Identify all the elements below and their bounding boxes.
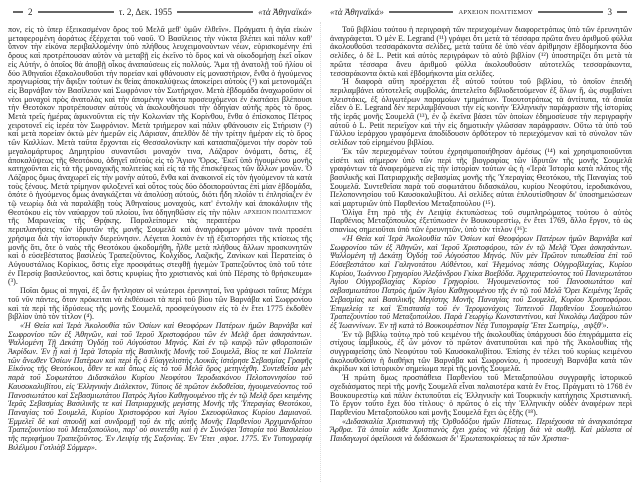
header-rule — [38, 11, 114, 13]
left-column — [8, 26, 312, 452]
header-rule — [617, 11, 627, 13]
header-rule — [538, 11, 603, 13]
header-rule — [13, 11, 23, 13]
column-gutter — [320, 22, 321, 482]
journal-title: «τὰ Ἀθηναϊκά» — [258, 7, 313, 17]
right-page-header — [330, 5, 632, 19]
right-column — [330, 26, 632, 444]
book-title-quote: «Διδασκαλία Χριστιανικὴ τῆς Ὀρθοδόξου ἡμῶν Πίστεως. Περιέχουσα τὰ ἀναγκαιότερα Ἄρθρα. Τὰ ὁποῖα κάθε Χριστιανὸς ἔχει χρέος νὰ ἠξεύρῃ διὰ νὰ σωθῇ. Καὶ μάλιστα οἱ Παιδαγωγοὶ ὀφείλουσι νὰ διδάσκωσι δι' Ἐρωταποκρίσεως τὰ τῶν Χριστια- — [330, 416, 632, 444]
paragraph: πον, εἰς τὸ ὑπερ ἐξεικασμένον ὄρος τοῦ Μελᾶ μεθ' ὑμῶν ἐλθεῖν». Πράγματι ἡ ἁγία εἰκὼν μεταφερομένη ἀοράτως ἐξέρχεται τοῦ ναοῦ. Ὁ Βασίλειος τὴν νύκτα βλέπει καὶ πάλιν καθ' ὕπνον τὴν εἰκόνα περιβαλλομένην ὑπὸ πλήθους λευχειμονούντων νέων, εὑρισκομένην ἐπὶ ὄρους καὶ προτρέπουσαν αὐτὸν νὰ μεταβῇ εἰς ἐκεῖνο τὸ ὄρος καὶ νὰ οἰκοδομήσῃ ἐκεῖ οἶκον εἰς Αὐτήν, ὁ ὁποῖος θὰ ἀποβῇ οἶκος ἀναπαύσεως εἰς πολλούς. Ἅμα τῇ ἀνατολῇ τοῦ ἡλίου οἱ δύο Ἀθηναῖοι ἐξακολουθοῦσι τὴν πορείαν καὶ φθάνουσιν εἰς μοναστήριον, ἔνθα ὁ ἡγούμενος προγνωρίσας τὴν ἄφιξιν τούτων ἐκ θείας ἀποκαλύψεως ἀποκείρει αὐτοὺς (¹) καὶ μετονομάζει εἰς Βαρνάβαν τὸν Βασίλειον καὶ Σωφρόνιον τὸν Σωτήριχον. Μετὰ ἑβδομάδα ἀναχωροῦσιν οἱ νέοι μοναχοὶ πρὸς ἀνατολὰς καὶ τὴν ἀπομένην νύκτα προσευχόμενοι ἐν ἐκστάσει βλέπουσι τὴν Θεοτόκον προτρέπουσαν αὐτοὺς νὰ ἀκολουθήσωσι τὴν ὁδηγίαν αὐτῆς πρὸς τὸ ὄρος. Μετὰ τρεῖς ἡμέρας ἀφικνοῦνται εἰς τὴν Κολωνίαν τῆς Κορίνθου, ἔνθα ὁ ἐπίσκοπος Πέτρος χειροτονεῖ εἰς ἱερέα τὸν Σωφρόνιον. Μετὰ τριήμερον καὶ πάλιν φθάνουσιν εἰς Στήρισιν (²) καὶ μετὰ πορείαν ὀκτὼ μὲν ἡμερῶν εἰς Λάρισαν, ἀπελθὸν δὲ τὴν τρίτην ἡμέραν εἰς τὸ ὄρος τῶν Καλλίων. Μετὰ ταῦτα ἔρχονται εἰς Θεσσαλονίκην καὶ κατασπαζόμενοι τὴν σορὸν τοῦ μεγαλομάρτυρος Δημητρίου συναντῶσι μοναχόν τινα, Λάζαρον ὀνόματι, ὅστις, ἐξ ἀποκαλύψεως τῆς Θεοτόκου, ὁδηγεῖ αὐτοὺς εἰς τὸ Ἅγιον Ὄρος. Ἐκεῖ ὑπὸ ἡγουμένου μονῆς κατηχοῦνται εἰς τὰ τῆς μοναχικῆς πολιτείας καὶ εἰς τὰ τῆς ἐπισκέψεως τῶν ἄλλων μονῶν. Ὁ Λάζαρος ὅμως ἀναχωρεῖ εἰς τὴν μονὴν αὐτοῦ, ἔνθα καὶ ἀνακοινοῖ εἰς τὸν ἡγούμενον τὰ κατὰ τοὺς ξένους. Μετὰ τρίμηνον φιλοξενεῖ καὶ οὗτος τοὺς δύο ὁδοιπορούντας ἐπὶ μίαν ἑβδομάδα, ὁπότε ὁ ἡγούμενος ὅμως ἀναγκάζεται νὰ ἀπολύσῃ αὐτούς, διότι ἤδη πλοῖόν τι ἐπλησίαζεν ἐν τῷ νεωρίῳ διὰ νὰ παραλάβῃ τοὺς Ἀθηναίους μοναχούς, κατ' ἐντολὴν καὶ ἀποκάλυψιν τῆς Θεοτόκου εἰς τὸν ναύαρχον τοῦ πλοίου, ἵνα ὁδηγηθῶσιν εἰς τὴν πόλιν τῆς Μαρωνείας τῆς Θρᾴκης. Παραλείπομεν τὰς περαιτέρω περιπλανήσεις τῶν ἱδρυτῶν τῆς μονῆς Σουμελᾶ καὶ ἀναγράφομεν μόνον τινὰ προσέτι χρήσιμα διὰ τὴν ἱστορικὴν διερεύνησιν. Λέγεται λοιπὸν ἐν τῇ ἐξιστορήσει τῆς κτίσεως τῆς μονῆς ὅτι, ὅτε ὁ ναὸς τῆς Θεοτόκου ᾠκοδομήθη, ἦλθε μετὰ πλήθους ἄλλων προσκυνητῶν καὶ ὁ εὐσεβέστατος βασιλεὺς Τραπεζοῦντος, Κολχίδος, Λαζικῆς, Ζανίκων καὶ Περατείας ὁ Αὐγουστάλιος Κορίκιος, ὅστις εἶχε προσφάτως στεφθῇ ἡγεμὼν Τραπεζοῦντος ὑπὸ τοῦ τότε ἐν Περσίᾳ βασιλεύοντος, καὶ ὅστις κρυφίως ἦτο χριστιανὸς καὶ ὑπὸ Πέρσης τὸ θρήσκευμα» (³). — [8, 25, 312, 287]
archive-stamp-header: ΑΡΧΕΙΟΝ ΠΟΛΙΤΙΣΜΟΥ — [458, 8, 533, 16]
book-title-quote: «Ἡ Θεία καὶ Ἱερὰ Ἀκολουθία τῶν Ὁσίων καὶ Θεοφόρων Πατέρων ἡμῶν Βαρνάβα καὶ Σωφρονίου τῶν ἐξ Ἀθηνῶν, καὶ Ἱεροῦ Χριστοφόρου, τῶν ἐν τῷ Μελᾷ Ὄρει ἀσκησάντων. Ψαλλομένη τῇ Δεκάτῃ Ὀγδόῃ τοῦ Αὐγούστου Μηνός. Νῦν μὲν Πρῶτον τυπωθεῖσα ἐπὶ τοῦ Εὐσεβεστάτου καὶ Γαληνοτάτου Αὐθέντου, καὶ Ἡγεμόνος πάσης Οὐγγροβλαχίας, Κυρίου Κυρίου, Ἰωάννου Γρηγορίου Ἀλεξάνδρου Γκίκα Βοεβόδα. Ἀρχιερατεύοντος τοῦ Πανιερωτάτου Ἁγίου Οὐγγροβλαχίας Κυρίου Γρηγορίου. Ἡγουμενεύοντος τοῦ Πανοσιωτάτου καὶ σεβασμιωτάτου Πατρὸς ἡμῶν Ἁγίου Καθηγουμένου τῆς ἐν τῷ τοῦ Μελᾶ Ὄρει Κειμένης Ἱερᾶς Σεβασμίας καὶ Βασιλικῆς Μεγίστης Μονῆς Παναγίας τοῦ Σουμελᾶ, Κυρίου Χριστοφόρου. Ἐπιμελείᾳ τε καὶ Ἐπιστασίᾳ τοῦ ἐν Ἱερομονάχοις Ταπεινοῦ Παρθενίου Σουμελιώτου Τραπεζουντίου τοῦ Μεταξοπούλου. Παρὰ Γεωργίῳ Κωνσταντίνου, καὶ Νικολάῳ Λαζάρου τῶν ἐξ Ἰωαννίνων. Ἐν τῇ κατὰ τὸ Βουκουρέστιον Νέᾳ Τυπογραφίᾳ Ἔτει Σωτηρίῳ, ͵αψξθ'». — [330, 233, 632, 330]
page-number: 3 — [607, 7, 612, 17]
book-title-quote: «Ἡ Θεία καὶ Ἱερὰ Ἀκολουθία τῶν Ὁσίων καὶ Θεοφόρων Πατέρων ἡμῶν Βαρνάβα καὶ Σωφρονίου τῶν ἐξ Ἀθηνῶν, καὶ τοῦ Ἱεροῦ Χριστοφόρου τῶν ἐν Μελᾷ ὄρει ἀσκησάντων. Ψαλλομένη Τῇ Δεκάτῃ Ὀγδόῃ τοῦ Αὐγούστου Μηνός. Καὶ ἐν τῷ καιρῷ τῶν φθοροποιῶν Ἀκρίδων. Ἐν ᾗ καὶ ἡ Ἱερὰ Ἱστορία τῆς Βασιλικῆς Μονῆς τοῦ Σουμελᾶ, Βίος τε καὶ Πολιτεία τῶν ἄνωθεν Ὁσίων Πατέρων καὶ περὶ ἧς ὁ Εὐαγγελιστὴς Λουκᾶς ἱστόρησε Σεβασμίας Γραφῆς Εἰκόνος τῆς Θεοτόκου, ὅθεν τε καὶ ὅπως εἰς τὸ τοῦ Μελᾶ ὄρος μετηνέχθη. Συντεθεῖσα μὲν παρὰ τοῦ Σοφωτάτου Διδασκάλου Κυρίου Νεοφύτου Ἱεροδιακόνου Πελοποννησίου τοῦ Καυσοκαλυβίτου, εἰς Ἑλληνικὴν Διάλεκτον, Τύποις δὲ πρῶτον ἐκδοθεῖσα, ἡγουμενεύοντος τοῦ Πανοσιωτάτου καὶ Σεβασμιωτάτου Πατρὸς Ἁγίου Καθηγουμένου τῆς ἐν τῷ Μελᾷ ὄρει κειμένης Ἱερᾶς Σεβασμίας Βασιλικῆς τε καὶ Πατριαρχικῆς μεγίστης Μονῆς τῆς Ὑπεραγίας Θεοτόκου, Παναγίας τοῦ Σουμελᾶ, Κυρίου Χριστοφόρου καὶ Ἁγίου Σκευοφύλακος Κυρίου Δαμιανοῦ. Ἐμμελεῖ δὲ καὶ σπουδῇ καὶ συνδρομῇ τοῦ ἐκ τῆς αὐτῆς Μονῆς Παρθενίου Ἀρχιμανδρίτου Τραπεζουντίου τοῦ Μεταξοπούλου, παρ' οὗ συνετέθη καὶ ἡ ἐν Συνόψει Ἱστορία τοῦ Βασιλείου τῆς περιφήμου Τραπεζοῦντος. Ἐν Λειψίᾳ τῆς Σαξονίας. Ἐν Ἔτει ͵αψοε. 1775. Ἐν Τυπογραφίᾳ Βιλέλμου Γοτλιὰβ Σόμμερ». — [8, 320, 312, 452]
paragraph: Τοῦ βιβλίου τούτου ἡ περιγραφὴ τῶν περιεχομένων διαφορετρόπως ὑπὸ τῶν ἐρευνητῶν ἀναγράφεται. Ὁ μὲν E. Legrand (¹¹) γράφει ὅτι μετὰ τὰ τέσσαρα πρῶτα ἄνευ ἀριθμοῦ φύλλα ἀκολουθοῦσι τεσσαράκοντα σελίδες, μετὰ ταῦτα δὲ ὑπὸ νέαν ἀρίθμησιν ἑβδομήκοντα δύο σελίδες, ὁ δὲ L. Petit καὶ αὐτὸς περιγράφων τὸ αὐτὸ βιβλίον (¹²) ὑποστηρίζει ὅτι μετὰ τὰ πρῶτα τέσσαρα ἄνευ ἀριθμοῦ φύλλα ἀκολουθοῦσιν αὐτοτελῶς τεσσαράκοντα, τεσσαράκοντα ὀκτὼ καὶ ἑβδομήκοντα μία σελίδες. — [330, 25, 632, 78]
paragraph: Ἐν τῷ βιβλίῳ τούτῳ πρὸ τοῦ κειμένου τῆς ἀκολουθίας ὑπάρχουσι δύο ἐπιγράμματα εἰς στίχους ἰαμβικούς, ἐξ ὧν μόνον τὸ πρῶτον ἀνατυποῦται καὶ πρὸ τῆς Ἀκολουθίας τῆς συγγραφείσης ὑπὸ Νεοφύτου τοῦ Καυσοκαλυβίτου. Ἐπίσης ἐν τέλει τοῦ κυρίως κειμένου ἀκολουθοῦσιν ἡ διαθήκη τῶν Βαρνάβα καὶ Σωφρονίου, ἡ προσευχὴ Βαρνάβα κατὰ τῶν ἀκρίδων καὶ ἱστορικὸν σημείωμα περὶ τῆς μονῆς Σουμελᾶ. — [330, 329, 632, 374]
archive-stamp: ΑΡΧΕΙΟΝ ΠΟΛΙΤΙΣΜΟΥ — [243, 209, 312, 216]
left-page-header — [8, 5, 312, 19]
paragraph: Ἡ πρώτη ὅμως προσπάθεια Παρθενίου τοῦ Μεταξοπούλου συγγραφῆς ἱστορικοῦ σχεδιάσματος περὶ τῆς μονῆς Σουμελᾶ εἶναι παλαιοτέρα κατὰ ἓν ἔτος. Πράγματι τὸ 1768 ἐν Βουκουρεστίῳ καὶ πάλιν ἐκτυποῦται εἰς Ἑλληνικὴν καὶ Τουρκικὴν κατήχησις Χριστιανική. Τὸ ἔργον τοῦτο ἔχει δύο τίτλους· ὁ πρῶτος ὁ εἰς τὴν Ἑλληνικὴν οὐδὲν ἀναφέρων περὶ Παρθενίου Μεταξοπούλου καὶ μονῆς Σουμελᾶ ἔχει ὡς ἑξῆς (¹⁸). — [330, 373, 632, 417]
page-number: 2 — [28, 7, 33, 17]
paragraph: Ποῖαι ὅμως αἱ πηγαί, ἐξ ὧν ἤντλησαν οἱ νεώτεροι ἐρευνηταί, ἵνα γράψωσι ταῦτα; Μέχρι τοῦ νῦν πάντες, ὅταν πρόκειται νὰ ἐκθέσωσι τὰ περὶ τοῦ βίου τῶν Βαρνάβα καὶ Σωφρονίου καὶ τὰ περὶ τῆς ἱδρύσεως τῆς μονῆς Σουμελᾶ, προσφεύγουσιν εἰς τὸ ἐν ἔτει 1775 ἐκδοθὲν βιβλίον ὑπὸ τὸν τίτλον (⁴). — [8, 286, 312, 322]
paragraph: Ἡ διαφορὰ αὕτη προέρχεται ἐξ αὐτοῦ τούτου τοῦ βιβλίου, τὸ ὁποῖον ἐπειδὴ περιλαμβάνει αὐτοτελεῖς συμβολάς, ἀπετελεῖτο διβλιοδετούμενον ἐξ ὅλων ἤ, ὡς συμβαίνει πλειστάκις, ἐξ ὀλιγωτέρων παραμοίων τμημάτων. Τοιουτοτρόπως τὰ ἀντίτυπα, τὰ ὁποῖα εἶδεν ὁ E. Legrand δὲν περιλαμβάνουσι τὴν εἰς κοινὴν Ἑλληνικὴν παράφρασιν τῆς ἱστορίας τῆς ἱερᾶς μονῆς Σουμελᾶ (¹³), ἐν ᾧ ἐκεῖνα βάσει τῶν ὁποίων ἐδημοσίευσε τὴν περιγραφὴν αὐτοῦ ὁ L. Petit περιεῖχον καὶ τὴν εἰς δημοτικὴν γλῶσσαν παράφρασιν. Οὕτω τὰ ὑπὸ τοῦ Γάλλου ἱεράρχου γραφόμενα ἀποδίδουσιν ὀρθότερον τὸ περιεχόμενον καὶ τὸ σύνολον τῶν σελίδων τοῦ εἰρημένου βιβλίου. — [330, 77, 632, 148]
header-rule — [389, 11, 454, 13]
issue-info: τ. 2, Δεκ. 1955 — [118, 7, 172, 17]
paragraph: Ὀλίγα ἔτη πρὸ τῆς ἐν Λειψίᾳ ἐκτυπώσεως τοῦ συμπληρώματος τούτου ὁ αὐτὸς Παρθένιος Μεταξόπουλος ἐξετύπωσεν ἐν Βουκουρεστίῳ, ἐν ἔτει 1769, ἄλλο ἔργον, τὸ ὡς σπανίως σημειοῦται ὑπὸ τῶν ἐρευνητῶν, ὑπὸ τὸν τίτλον (¹⁶): — [330, 207, 632, 235]
header-rule — [177, 11, 253, 13]
paragraph: Ἐκ τῶν περιεχομένων τούτου ἐχρησιμοποιήθησαν ἀμέσως (¹⁴) καὶ χρησιμοποιοῦνται εἰσέτι καὶ σήμερον ὑπὸ τῶν περὶ τῆς βιογραφίας τῶν ἱδρυτῶν τῆς μονῆς Σουμελᾶ γραφόντων τὰ ἀναφερόμενα εἰς τὴν ἱστορίαν τούτων ὡς ἡ «Ἱερὰ Ἱστορία κατὰ πλάτος τῆς βασιλικῆς καὶ Πατριαρχικῆς σεβασμίας μονῆς τῆς Ὑπεραγίας Θεοτόκου, τῆς Παναγίας τοῦ Σουμελᾶ. Συντεθεῖσα παρὰ τοῦ σοφωτάτου διδασκάλου, κυρίου Νεοφύτου, ἱεροδιακόνου, Πελοποννησίου τοῦ Καυσοκαλυβίτου. Αἱ σελίδες αὐται ἐπλουτίσθησαν δι' ὑποσημειώσεων καὶ μαρτυριῶν ὑπὸ Παρθενίου Μεταξοπούλου (¹⁵). — [330, 146, 632, 209]
journal-title: «τὰ Ἀθηναϊκά» — [330, 7, 384, 17]
